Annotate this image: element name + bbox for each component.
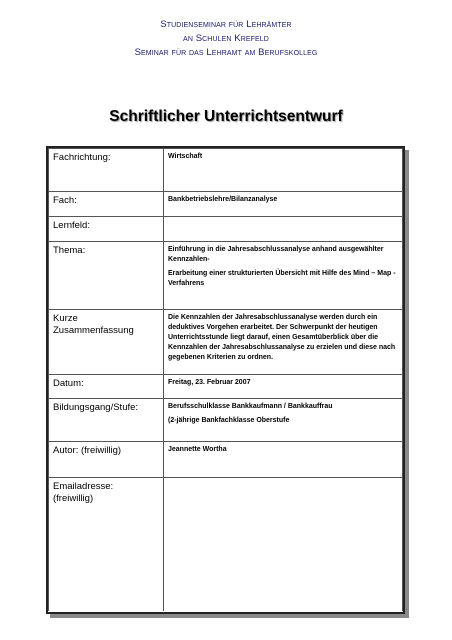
label-thema: Thema:: [49, 242, 164, 310]
label-zusammenfassung-line-1: Kurze: [53, 313, 78, 324]
row-email: [49, 478, 403, 611]
value-email: [164, 478, 403, 611]
bildungsgang-line-2: (2-jährige Bankfachklasse Oberstufe: [168, 417, 290, 424]
row-datum: [49, 375, 403, 399]
label-zusammenfassung-line-2: Zusammenfassung: [53, 325, 134, 336]
row-bildungsgang: [49, 399, 403, 442]
value-lernfeld: [164, 217, 403, 242]
seminar-header: [0, 18, 452, 60]
value-bildungsgang: [164, 399, 403, 442]
form-table: [48, 148, 403, 611]
thema-line-2: Erarbeitung einer strukturierten Übersicht mit Hilfe des Mind – Map - Verfahrens: [168, 270, 396, 287]
label-fach: Fach:: [49, 192, 164, 217]
value-fach: Bankbetriebslehre/Bilanzanalyse: [164, 192, 403, 217]
value-autor: Jeannette Wortha: [164, 442, 403, 478]
row-fachrichtung: [49, 149, 403, 192]
header-line-1: Studienseminar für Lehrämter: [160, 19, 292, 30]
label-email-line-2: (freiwillig): [53, 493, 94, 504]
label-email: [49, 478, 164, 611]
label-zusammenfassung: [49, 310, 164, 375]
value-thema: [164, 242, 403, 310]
label-bildungsgang: Bildungsgang/Stufe:: [49, 399, 164, 442]
value-fachrichtung: Wirtschaft: [164, 149, 403, 192]
row-fach: [49, 192, 403, 217]
label-lernfeld: Lernfeld:: [49, 217, 164, 242]
label-datum: Datum:: [49, 375, 164, 399]
label-autor: Autor: (freiwillig): [49, 442, 164, 478]
label-fachrichtung: Fachrichtung:: [49, 149, 164, 192]
form-table-frame: [46, 146, 405, 614]
row-thema: [49, 242, 403, 310]
bildungsgang-line-1: Berufsschulklasse Bankkaufmann / Bankkauffrau: [168, 403, 333, 410]
value-datum: Freitag, 23. Februar 2007: [164, 375, 403, 399]
label-email-line-1: Emailadresse:: [53, 481, 114, 492]
value-zusammenfassung: Die Kennzahlen der Jahresabschlussanalyse werden durch ein deduktives Vorgehen erarbeitet. Der Schwerpunkt der heutigen Unterrichtsstunde liegt darauf, einen Gesamtüberblick über die Kennzahlen der Jahresabschlussanalyse zu erzielen und diese nach gegebenen Kriterien zu ordnen.: [164, 310, 403, 375]
document-title: Schriftlicher Unterrichtsentwurf: [109, 108, 343, 125]
row-autor: [49, 442, 403, 478]
row-zusammenfassung: [49, 310, 403, 375]
thema-line-1: Einführung in die Jahresabschlussanalyse anhand ausgewählter Kennzahlen-: [168, 246, 384, 263]
row-lernfeld: [49, 217, 403, 242]
header-line-3: Seminar für das Lehramt am Berufskolleg: [134, 47, 318, 58]
header-line-2: an Schulen Krefeld: [183, 33, 269, 44]
